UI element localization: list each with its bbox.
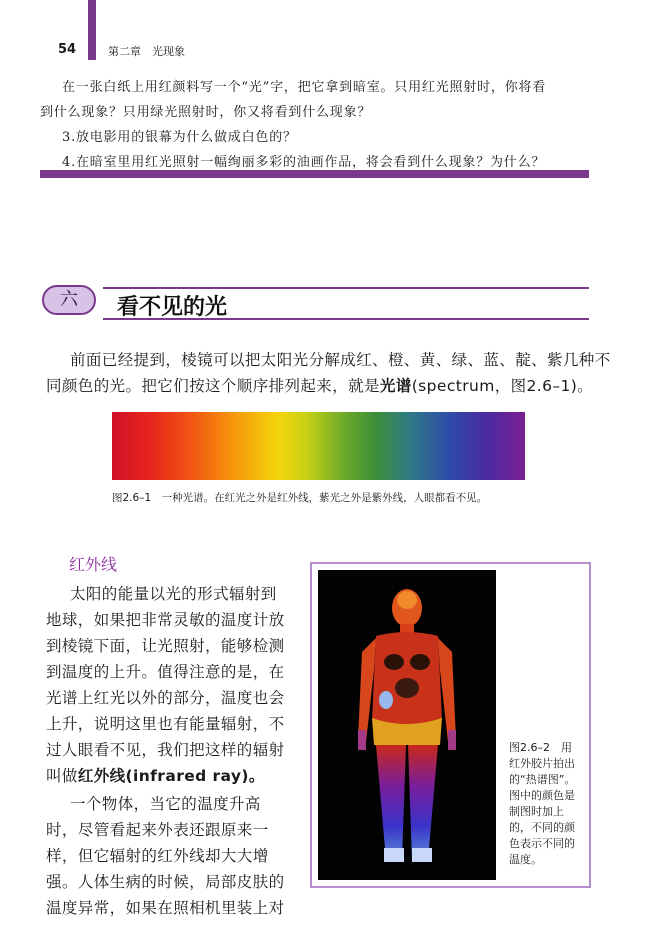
paragraph-line: 样，但它辐射的红外线却大大增 (46, 847, 269, 865)
figure-caption-block (509, 740, 587, 868)
caption-line: 红外胶片拍出 (509, 757, 575, 770)
paragraph-text: 叫做 (46, 767, 78, 785)
spectrum-image (112, 412, 525, 480)
paragraph-line (46, 764, 265, 786)
intro-line (46, 374, 593, 396)
paragraph-line: 温度异常，如果在照相机里装上对 (46, 899, 285, 917)
paragraph-line: 强。人体生病的时候，局部皮肤的 (46, 873, 285, 891)
figure-caption: 图2.6–1 一种光谱。在红光之外是红外线，紫光之外是紫外线，人眼都看不见。 (112, 492, 488, 504)
term-english: (infrared ray)。 (125, 767, 265, 785)
intro-text: (spectrum，图2.6–1)。 (411, 377, 594, 395)
term-spectrum: 光谱 (379, 377, 412, 395)
question-4: 4.在暗室里用红光照射一幅绚丽多彩的油画作品，将会看到什么现象？为什么？ (62, 155, 546, 170)
caption-line: 图中的颜色是 (509, 789, 575, 802)
question-text-line: 到什么现象？只用绿光照射时，你又将看到什么现象？ (40, 105, 372, 120)
intro-text: 同颜色的光。把它们按这个顺序排列起来，就是 (46, 377, 380, 395)
caption-line: 的“热谱图”。 (509, 773, 576, 786)
paragraph-line: 到棱镜下面，让光照射，能够检测 (46, 637, 285, 655)
thermogram-figure (318, 570, 496, 880)
term-infrared: 红外线 (77, 767, 126, 785)
caption-line: 温度。 (509, 853, 542, 866)
paragraph-line: 时，尽管看起来外表还跟原来一 (46, 821, 269, 839)
chapter-title: 第二章 光现象 (108, 45, 185, 58)
question-text-line: 在一张白纸上用红颜料写一个“光”字，把它拿到暗室。只用红光照射时，你将看 (62, 80, 547, 95)
header-accent-bar (88, 0, 96, 60)
caption-line: 色表示不同的 (509, 837, 575, 850)
intro-line: 前面已经提到，棱镜可以把太阳光分解成红、橙、黄、绿、蓝、靛、紫几种不 (70, 351, 611, 369)
paragraph-line: 过人眼看不见，我们把这样的辐射 (46, 741, 285, 759)
section-number-badge: 六 (42, 285, 96, 315)
paragraph-line: 光谱上红光以外的部分，温度也会 (46, 689, 285, 707)
caption-line: 图2.6–2 用 (509, 741, 572, 754)
question-3: 3.放电影用的银幕为什么做成白色的？ (62, 130, 297, 145)
section-title: 看不见的光 (117, 295, 228, 320)
paragraph-line: 上升，说明这里也有能量辐射，不 (46, 715, 285, 733)
thermogram-image (318, 570, 496, 880)
caption-line: 制图时加上 (509, 805, 564, 818)
paragraph-line: 一个物体，当它的温度升高 (70, 795, 261, 813)
section-heading-rule (103, 287, 589, 289)
page-number: 54 (58, 42, 77, 57)
paragraph-line: 到温度的上升。值得注意的是，在 (46, 663, 285, 681)
paragraph-line: 地球，如果把非常灵敏的温度计放 (46, 611, 285, 629)
section-divider (40, 170, 589, 178)
paragraph-line: 太阳的能量以光的形式辐射到 (70, 585, 277, 603)
subsection-heading: 红外线 (69, 555, 118, 574)
caption-line: 的，不同的颜 (509, 821, 575, 834)
